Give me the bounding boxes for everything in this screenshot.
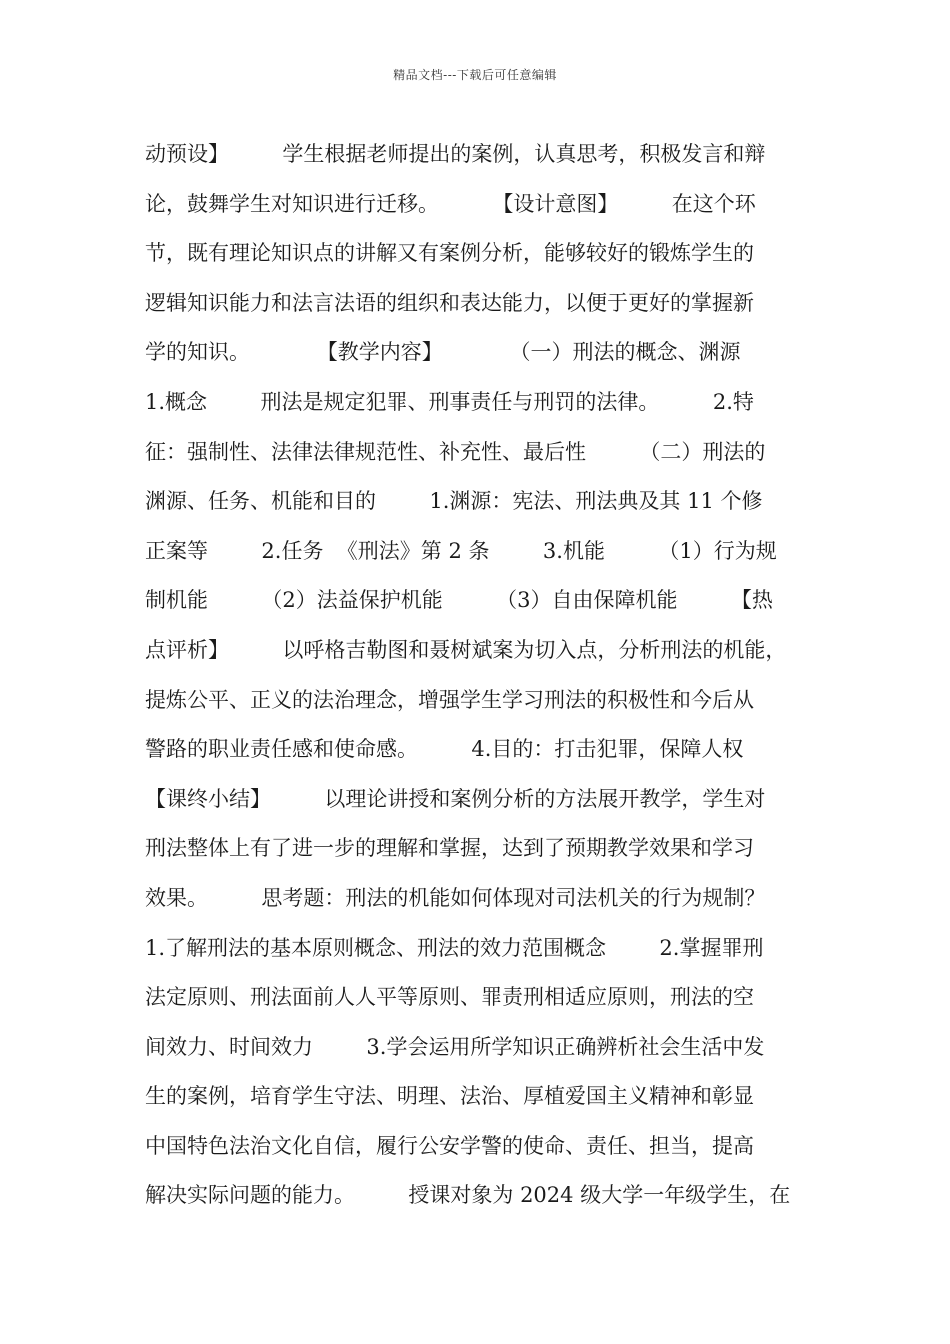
text-line: 正案等 2.任务 《刑法》第 2 条 3.机能 （1）行为规 <box>145 538 777 563</box>
text-line: 点评析】 以呼格吉勒图和聂树斌案为切入点，分析刑法的机能， <box>145 637 787 662</box>
text-line: 解决实际问题的能力。 授课对象为 2024 级大学一年级学生，在 <box>145 1183 791 1208</box>
text-line: 间效力、时间效力 3.学会运用所学知识正确辨析社会生活中发 <box>145 1034 765 1059</box>
page-header: 精品文档---下载后可任意编辑 <box>393 68 557 82</box>
text-line: 刑法整体上有了进一步的理解和掌握，达到了预期教学效果和学习 <box>145 836 754 861</box>
text-line: 节，既有理论知识点的讲解又有案例分析，能够较好的锻炼学生的 <box>145 241 754 266</box>
text-line: 【课终小结】 以理论讲授和案例分析的方法展开教学，学生对 <box>145 786 766 811</box>
text-line: 提炼公平、正义的法治理念，增强学生学习刑法的积极性和今后从 <box>145 687 754 712</box>
text-line: 生的案例，培育学生守法、明理、法治、厚植爱国主义精神和彰显 <box>145 1084 754 1109</box>
text-line: 1.概念 刑法是规定犯罪、刑事责任与刑罚的法律。 2.特 <box>145 389 754 414</box>
text-line: 学的知识。 【教学内容】 （一）刑法的概念、渊源 <box>145 340 741 365</box>
text-line: 中国特色法治文化自信，履行公安学警的使命、责任、担当，提高 <box>145 1133 754 1158</box>
text-line: 渊源、任务、机能和目的 1.渊源：宪法、刑法典及其 11 个修 <box>145 489 763 514</box>
text-line: 制机能 （2）法益保护机能 （3）自由保障机能 【热 <box>145 588 773 613</box>
text-line: 逻辑知识能力和法言法语的组织和表达能力，以便于更好的掌握新 <box>145 290 754 315</box>
text-line: 效果。 思考题：刑法的机能如何体现对司法机关的行为规制？ <box>145 885 766 910</box>
text-line: 法定原则、刑法面前人人平等原则、罪责刑相适应原则，刑法的空 <box>145 985 754 1010</box>
text-line: 征：强制性、法律法律规范性、补充性、最后性 （二）刑法的 <box>145 439 766 464</box>
text-line: 论，鼓舞学生对知识进行迁移。 【设计意图】 在这个环 <box>145 191 756 216</box>
text-line: 1.了解刑法的基本原则概念、刑法的效力范围概念 2.掌握罪刑 <box>145 935 764 960</box>
document-body <box>145 130 815 1221</box>
text-line: 动预设】 学生根据老师提出的案例，认真思考，积极发言和辩 <box>145 142 766 166</box>
text-line: 警路的职业责任感和使命感。 4.目的：打击犯罪，保障人权 <box>145 737 744 762</box>
